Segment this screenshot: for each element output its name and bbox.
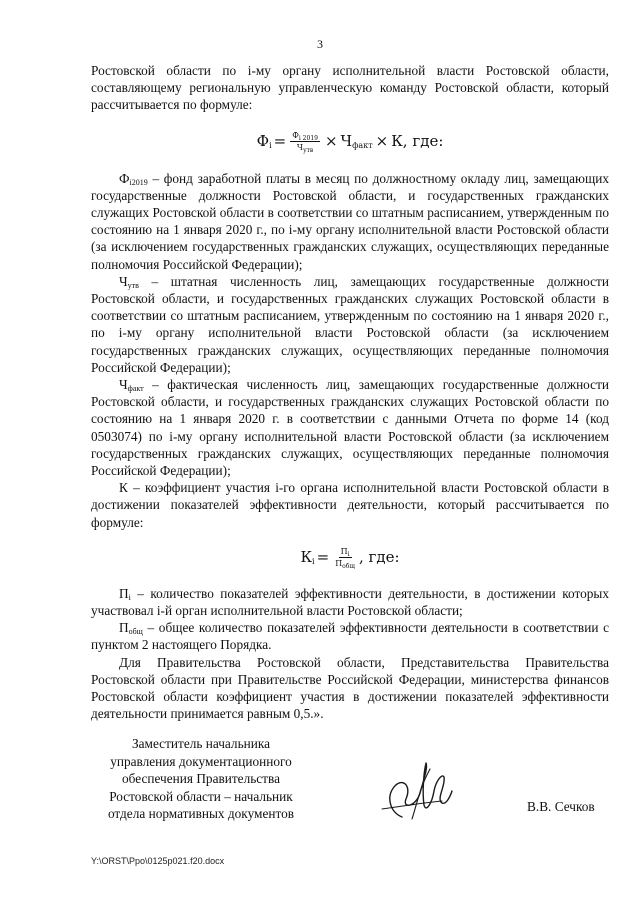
formula-k-fraction: $\frac{П_i}{П_{общ}}$ (335, 547, 355, 571)
intro-paragraph: Ростовской области по i-му органу исполнительной власти Ростовской области, составляющему региональную управленческую команду Ростовской области, который рассчитывается по формуле: (91, 63, 609, 113)
document-body (91, 62, 609, 723)
signatory-title: Заместитель начальника управления документационного обеспечения Правительства Ростовской области – начальник отдела нормативных документов (107, 736, 295, 821)
formula-k: $К_i$ = $\frac{П_i}{П_{общ}}$ , где: (300, 547, 400, 571)
formula-phi: $Ф_i$ = $\frac{Ф_{i 2019}}{Ч_{утв}}$ × $Ч_{факт}$ × К, где: (256, 131, 444, 155)
signatory-name: В.В. Сечков (527, 799, 595, 814)
formula-factor: $Ч_{факт}$ (340, 132, 373, 150)
closing-paragraph: Для Правительства Ростовской области, Представительства Правительства Ростовской области при Правительстве Российской Федерации, министерства финансов Ростовской области коэффициент участия в достижении показателей эффективности деятельности принимается равным 0,5.». (91, 654, 609, 722)
page-number: 3 (317, 37, 323, 51)
definition-ch-utv: $Ч_{утв}$ – штатная численность лиц, замещающих государственные должности Ростовской области, и государственных гражданских служащих Ростовской области в соответствии со штатным расписанием, утвержденным по состоянию на 1 января 2020 г., по i-му органу исполнительной власти Ростовской области (за исключением государственных гражданских служащих, осуществляющих переданные полномочия Российской Федерации); (91, 273, 609, 375)
definition-pi: $П_i$ – количество показателей эффективности деятельности, в достижении которых участвовал i-й орган исполнительной власти Ростовской области; (91, 585, 609, 619)
definition-k: К – коэффициент участия i-го органа исполнительной власти Ростовской области в достижении показателей эффективности деятельности, который рассчитывается по формуле: (91, 480, 609, 530)
file-path-footer: Y:\ORST\Ppo\0125p021.f20.docx (91, 856, 225, 866)
definition-ch-fakt: $Ч_{факт}$ – фактическая численность лиц, замещающих государственные должности Ростовской области, и государственных гражданских служащих Ростовской области по состоянию на 1 января 2020 г. в соответствии с данными Отчета по форме 14 (код 0503074) по i-му органу исполнительной власти Ростовской области (за исключением государственных гражданских служащих, осуществляющих переданные полномочия Российской Федерации); (91, 377, 609, 479)
formula-k-lhs: $К_i$ (300, 548, 315, 567)
handwritten-signature (372, 757, 462, 827)
formula-fraction: $\frac{Ф_{i 2019}}{Ч_{утв}}$ (292, 131, 318, 155)
definition-p-obsh: $П_{общ}$ – общее количество показателей эффективности деятельности в соответствии с пунктом 2 настоящего Порядка. (91, 620, 609, 653)
formula-lhs: $Ф_i$ (256, 132, 272, 150)
definition-fi: $Ф_{i2019}$ – фонд заработной платы в месяц по должностному окладу лиц, замещающих государственные должности Ростовской области, и государственных гражданских служащих Ростовской области в соответствии со штатным расписанием, утвержденным по состоянию на 1 января 2020 г., по i-му органу исполнительной власти Ростовской области (за исключением государственных гражданских служащих, осуществляющих переданные полномочия Российской Федерации); (91, 170, 609, 272)
